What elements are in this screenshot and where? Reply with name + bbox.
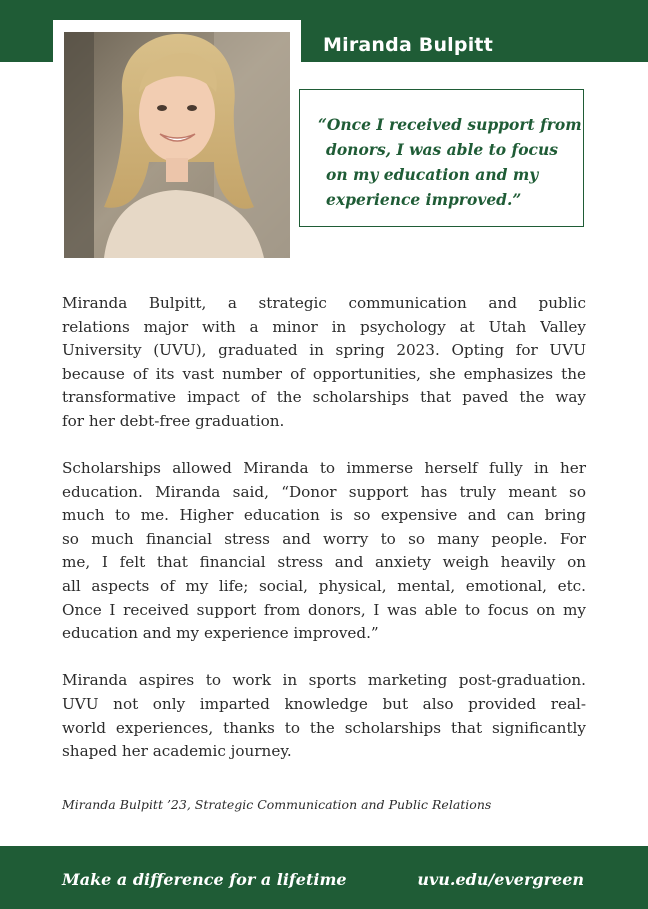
page-title: Miranda Bulpitt <box>323 34 493 56</box>
text-line: all aspects of my life; social, physical, mental, emotional, etc. <box>62 577 586 596</box>
photo-caption: Miranda Bulpitt ’23, Strategic Communication and Public Relations <box>62 797 492 812</box>
text-line: me, I felt that financial stress and anxiety weigh heavily on <box>62 553 586 572</box>
text-line: Miranda Bulpitt, a strategic communication and public <box>62 294 586 312</box>
text-line: Scholarships allowed Miranda to immerse herself fully in her <box>62 459 586 478</box>
text-line: Once I received support from donors, I was able to focus on my <box>62 600 586 619</box>
text-line: UVU not only imparted knowledge but also provided real- <box>62 694 586 713</box>
portrait-illustration <box>64 32 290 258</box>
text-line: relations major with a minor in psychology at Utah Valley <box>62 317 586 336</box>
text-line: shaped her academic journey. <box>62 742 292 761</box>
pull-quote-line: experience improved.” <box>326 190 522 209</box>
text-line: because of its vast number of opportunities, she emphasizes the <box>62 364 586 383</box>
text-line: education and my experience improved.” <box>62 624 379 643</box>
text-line: world experiences, thanks to the scholarships that significantly <box>62 718 586 737</box>
pull-quote-box <box>299 89 584 227</box>
text-line: for her debt-free graduation. <box>62 411 285 430</box>
text-line: University (UVU), graduated in spring 2023. Opting for UVU <box>62 341 586 360</box>
text-line: so much financial stress and worry to so many people. For <box>62 529 586 548</box>
pull-quote <box>318 112 582 212</box>
paragraph-2 <box>62 457 586 646</box>
text-line: much to me. Higher education is so expensive and can bring <box>62 506 586 525</box>
pull-quote-line: “Once I received support from <box>318 115 582 134</box>
footer-url-link[interactable]: uvu.edu/evergreen <box>417 870 584 889</box>
article-body <box>62 292 586 787</box>
paragraph-3 <box>62 669 586 763</box>
text-line: transformative impact of the scholarships that paved the way <box>62 388 586 407</box>
pull-quote-line: donors, I was able to focus <box>326 140 558 159</box>
footer-tagline: Make a difference for a lifetime <box>62 870 347 889</box>
text-line: Miranda aspires to work in sports marketing post-graduation. <box>62 671 586 690</box>
paragraph-1 <box>62 292 586 434</box>
text-line: education. Miranda said, “Donor support has truly meant so <box>62 482 586 501</box>
footer-band <box>0 846 648 909</box>
pull-quote-line: on my education and my <box>326 165 539 184</box>
portrait-photo <box>64 32 290 258</box>
